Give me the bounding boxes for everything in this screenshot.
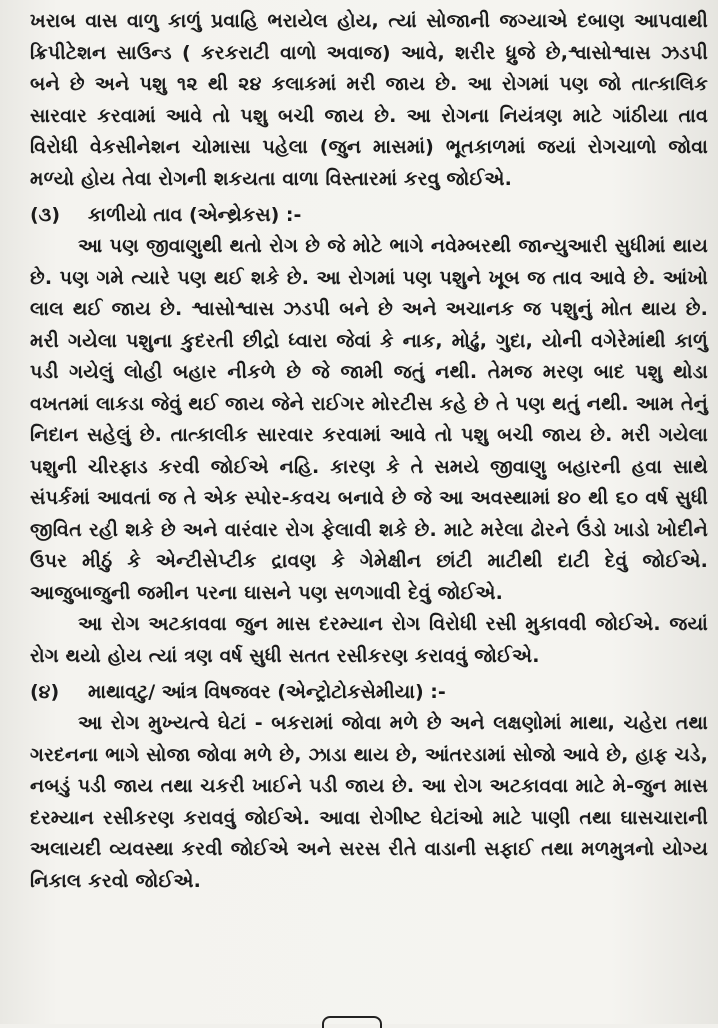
paragraph-enterotoxemia-description: આ રોગ મુખ્યત્વે ઘેટાં - બકરામાં જોવા મળે છે અને લક્ષણોમાં માથા, ચહેરા તથા ગરદનના ભાગે સોજા જોવા મળે છે, ઝાડા થાય છે, આંતરડામાં સોજો આવે છે, હાફ ચડે, નબડું પડી જાય તથા ચકરી ખાઈને પડી જાય છે. આ રોગ અટકાવવા માટે મે-જુન માસ દરમ્યાન રસીકરણ કરાવવું જોઈએ. આવા રોગીષ્ટ ઘેટાંઓ માટે પાણી તથા ઘાસચારાની અલાયદી વ્યવસ્થા કરવી જોઈએ અને સરસ રીતે વાડાની સફાઈ તથા મળમુત્રનો યોગ્ય નિકાલ કરવો જોઈએ. [30, 712, 708, 892]
paragraph-continuation: ખરાબ વાસ વાળુ કાળું પ્રવાહિ ભરાયેલ હોય, ત્યાં સોજાની જગ્યાએ દબાણ આપવાથી ક્રિપીટેશન સાઉન્ડ ( કરકરાટી વાળો અવાજ) આવે, શરીર ધ્રુજે છે,શ્વાસોશ્વાસ ઝડપી બને છે અને પશુ ૧૨ થી ૨૪ કલાકમાં મરી જાય છે. આ રોગમાં પણ જો તાત્કાલિક સારવાર કરવામાં આવે તો પશુ બચી જાય છે. આ રોગના નિયંત્રણ માટે ગાંઠીયા તાવ વિરોધી વેકસીનેશન ચોમાસા પહેલા (જુન માસમાં) ભૂતકાળમાં જયાં રોગચાળો જોવા મળ્યો હોય તેવા રોગની શકયતા વાળા વિસ્તારમાં કરવુ જોઈએ. [30, 10, 708, 190]
section-number: (૪) [30, 681, 60, 703]
paragraph-anthrax-prevention: આ રોગ અટકાવવા જુન માસ દરમ્યાન રોગ વિરોધી રસી મુકાવવી જોઈએ. જયાં રોગ થયો હોય ત્યાં ત્રણ વર્ષ સુધી સતત રસીકરણ કરાવવું જોઈએ. [30, 613, 708, 667]
section-heading-enterotoxemia [30, 676, 708, 708]
section-number: (૩) [30, 204, 61, 226]
section-title: કાળીયો તાવ (એન્થ્રેકસ) :- [88, 204, 302, 226]
paragraph-anthrax-description: આ પણ જીવાણુથી થતો રોગ છે જે મોટે ભાગે નવેમ્બરથી જાન્યુઆરી સુધીમાં થાય છે. પણ ગમે ત્યારે પણ થઈ શકે છે. આ રોગમાં પણ પશુને ખૂબ જ તાવ આવે છે. આંખો લાલ થઈ જાય છે. શ્વાસોશ્વાસ ઝડપી બને છે અને અચાનક જ પશુનું મોત થાય છે. મરી ગયેલા પશુના કુદરતી છીદ્રો ધ્વારા જેવાં કે નાક, મોઢું, ગુદા, યોની વગેરેમાંથી કાળું પડી ગયેલું લોહી બહાર નીકળે છે જે જામી જતું નથી. તેમજ મરણ બાદ પશુ થોડા વખતમાં લાકડા જેવું થઈ જાય જેને રાઈગર મોરટીસ કહે છે તે પણ થતું નથી. આમ તેનું નિદાન સહેલું છે. તાત્કાલીક સારવાર કરવામાં આવે તો પશુ બચી જાય છે. મરી ગયેલા પશુની ચીરફાડ કરવી જોઈએ નહિ. કારણ કે તે સમયે જીવાણુ બહારની હવા સાથે સંપર્કમાં આવતાં જ તે એક સ્પોર-કવચ બનાવે છે જે આ અવસ્થામાં ૪૦ થી ૬૦ વર્ષ સુધી જીવિત રહી શકે છે અને વારંવાર રોગ ફેલાવી શકે છે. માટે મરેલા ઢોરને ઉંડો ખાડો ખોદીને ઉપર મીઠું કે એન્ટીસેપ્ટીક દ્રાવણ કે ગેમેક્ષીન છાંટી માટીથી દાટી દેવું જોઈએ. આજુબાજુની જમીન પરના ઘાસને પણ સળગાવી દેવું જોઈએ. [30, 235, 708, 604]
section-heading-anthrax [30, 199, 708, 231]
section-title: માથાવટુ/ આંત્ર વિષજવર (એન્ટ્રોટોકસેમીયા) :- [88, 681, 446, 703]
page-number-box [322, 1016, 382, 1028]
